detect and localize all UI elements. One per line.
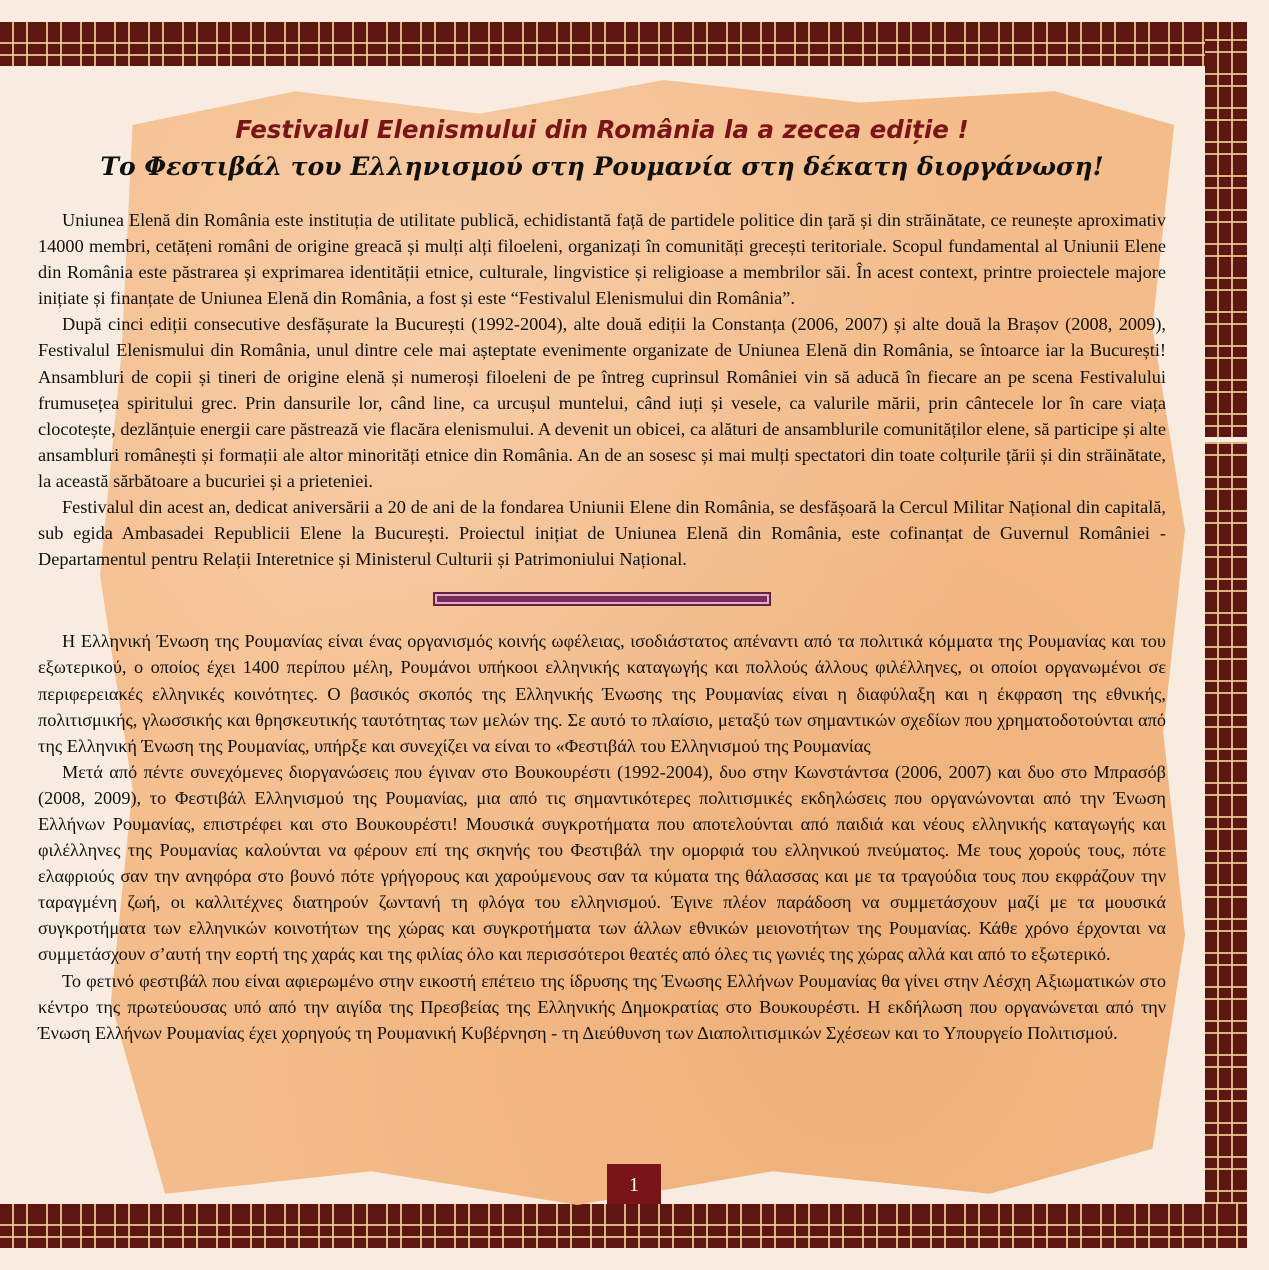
title-romanian: Festivalul Elenismului din România la a zecea ediție ! xyxy=(235,115,969,144)
paragraph-gr: Η Ελληνική Ένωση της Ρουμανίας είναι ένας οργανισμός κοινής ωφέλειας, ισοδιάστατος απέναντι από τα πολιτικά κόμματα της Ρουμανίας και του εξωτερικού, ο οποίος έχει 1400 περίπου μέλη, Ρουμάνοι υπήκοοι ελληνικής καταγωγής και πολλούς άλλους φιλέλληνες, οι οποίοι οργανωμένοι σε περιφερειακές ελληνικές κοινότητες. Ο βασικός σκοπός της Ελληνικής Ένωσης της Ρουμανίας είναι η διαφύλαξη και η έκφραση της εθνικής, πολιτισμικής, γλωσσικής και θρησκευτικής ταυτότητας των μελών της. Σε αυτό το πλαίσιο, μεταξύ των σημαντικών σχεδίων που χρηματοδοτούνται από της Ελληνική Ένωση της Ρουμανίας, υπήρξε και συνεχίζει να είναι το «Φεστιβάλ του Ελληνισμού της Ρουμανίας xyxy=(38,631,1166,756)
romanian-text xyxy=(38,207,1166,572)
page-content xyxy=(38,105,1166,1046)
paragraph-gr: Μετά από πέντε συνεχόμενες διοργανώσεις που έγιναν στο Βουκουρέστι (1992-2004), δυο στην Κωνστάντσα (2006, 2007) και δυο στο Μπρασόβ (2008, 2009), το Φεστιβάλ Ελληνισμού της Ρουμανίας, μια από τις σημαντικότερες πολιτισμικές εκδηλώσεις που οργανώνονται από την Ένωση Ελλήνων Ρουμανίας, επιστρέφει και στο Βουκουρέστι! Μουσικά συγκροτήματα που αποτελούνται από παιδιά και νέους ελληνικής καταγωγής και φιλέλληνες της Ρουμανίας καλούνται να φέρουν επί της σκηνής του Φεστιβάλ την ομορφιά του ελληνικού πνεύματος. Με τους χορούς τους, πότε ελαφριούς σαν την ανηφόρα στο βουνό πότε γρήγορους και χαρούμενους σαν τα κύματα της θάλασσας και με τα τραγούδια τους που εκφράζουν την ταραγμένη ζωή, οι καλλιτέχνες διατηρούν ζωντανή τη φλόγα του ελληνισμού. Έγινε πλέον παράδοση να συμμετάσχουν μαζί με τα μουσικά συγκροτήματα των ελληνικών κοινοτήτων της χώρας και συγκροτήματα των άλλων εθνικών μειονοτήτων της Ρουμανίας. Κάθε χρόνο έρχονται να συμμετάσχουν σ’αυτή την εορτή της χαράς και της φιλίας όλο και περισσότεροι θεατές από όλες τις γωνιές της χώρας αλλά και από το εξωτερικό. xyxy=(38,761,1166,965)
greek-key-border-bottom xyxy=(0,1204,1247,1248)
paragraph-ro: După cinci ediții consecutive desfășurate la București (1992-2004), alte două ediții la Constanța (2006, 2007) și alte două la Brașov (2008, 2009), Festivalul Elenismului din România, unul dintre cele mai așteptate evenimente organizate de Uniunea Elenă din România, se întoarce iar la București! Ansambluri de copii și tineri de origine elenă și numeroși filoeleni de pe întreg cuprinsul României vin să aducă în fiecare an pe scena Festivalului frumusețea spiritului grec. Prin dansurile lor, când line, ca urcușul muntelui, când iuți și vesele, ca valurile mării, prin cântecele lor în care viața clocotește, dezlănțuie energii care păstrează vie flacăra elenismului. A devenit un obicei, ca alături de ansamblurile comunităților elene, să participe și alte ansambluri românești și formații ale altor minorități etnice din România. An de an sosesc și mai mulți spectatori din toate colțurile țării și din străinătate, la această sărbătoare a bucuriei și a prieteniei. xyxy=(38,314,1166,491)
greek-text xyxy=(38,628,1166,1046)
paragraph-ro: Uniunea Elenă din România este instituția de utilitate publică, echidistantă față de partidele politice din țară și din străinătate, ce reunește aproximativ 14000 membri, cetățeni români de origine greacă și mulți alți filoeleni, organizați în comunități grecești teritoriale. Scopul fundamental al Uniunii Elene din România este păstrarea și exprimarea identității etnice, culturale, lingvistice și religioase a membrilor săi. În acest context, printre proiectele majore inițiate și finanțate de Uniunea Elenă din România, a fost și este “Festivalul Elenismului din România”. xyxy=(38,210,1166,309)
paragraph-ro: Festivalul din acest an, dedicat aniversării a 20 de ani de la fondarea Uniunii Elene din România, se desfășoară la Cercul Militar Național din capitală, sub egida Ambasadei Republicii Elene la București. Proiectul inițiat de Uniunea Elenă din România, este cofinanțat de Guvernul României - Departamentul pentru Relații Interetnice și Ministerul Culturii și Patrimoniului Național. xyxy=(38,497,1166,570)
greek-key-border-right-upper xyxy=(1205,22,1247,437)
page-number: 1 xyxy=(607,1164,661,1204)
paragraph-gr: Το φετινό φεστιβάλ που είναι αφιερωμένο στην εικοστή επέτειο της ίδρυσης της Ένωσης Ελλήνων Ρουμανίας θα γίνει στην Λέσχη Αξιωματικών στο κέντρο της πρωτεύουσας υπό από την αιγίδα της Πρεσβείας της Ελληνικής Δημοκρατίας στο Βουκουρέστι. Η εκδήλωση που οργανώνεται από την Ένωση Ελλήνων Ρουμανίας έχει χορηγούς τη Ρουμανική Κυβέρνηση - τη Διεύθυνση των Διαπολιτισμικών Σχέσεων και το Υπουργείο Πολιτισμού. xyxy=(38,970,1166,1043)
title-greek: Το Φεστιβάλ του Ελληνισμού στη Ρουμανία στη δέκατη διοργάνωση! xyxy=(100,152,1104,181)
greek-key-border-top xyxy=(0,22,1247,66)
section-divider xyxy=(433,592,771,606)
greek-key-border-right-lower xyxy=(1205,442,1247,1248)
